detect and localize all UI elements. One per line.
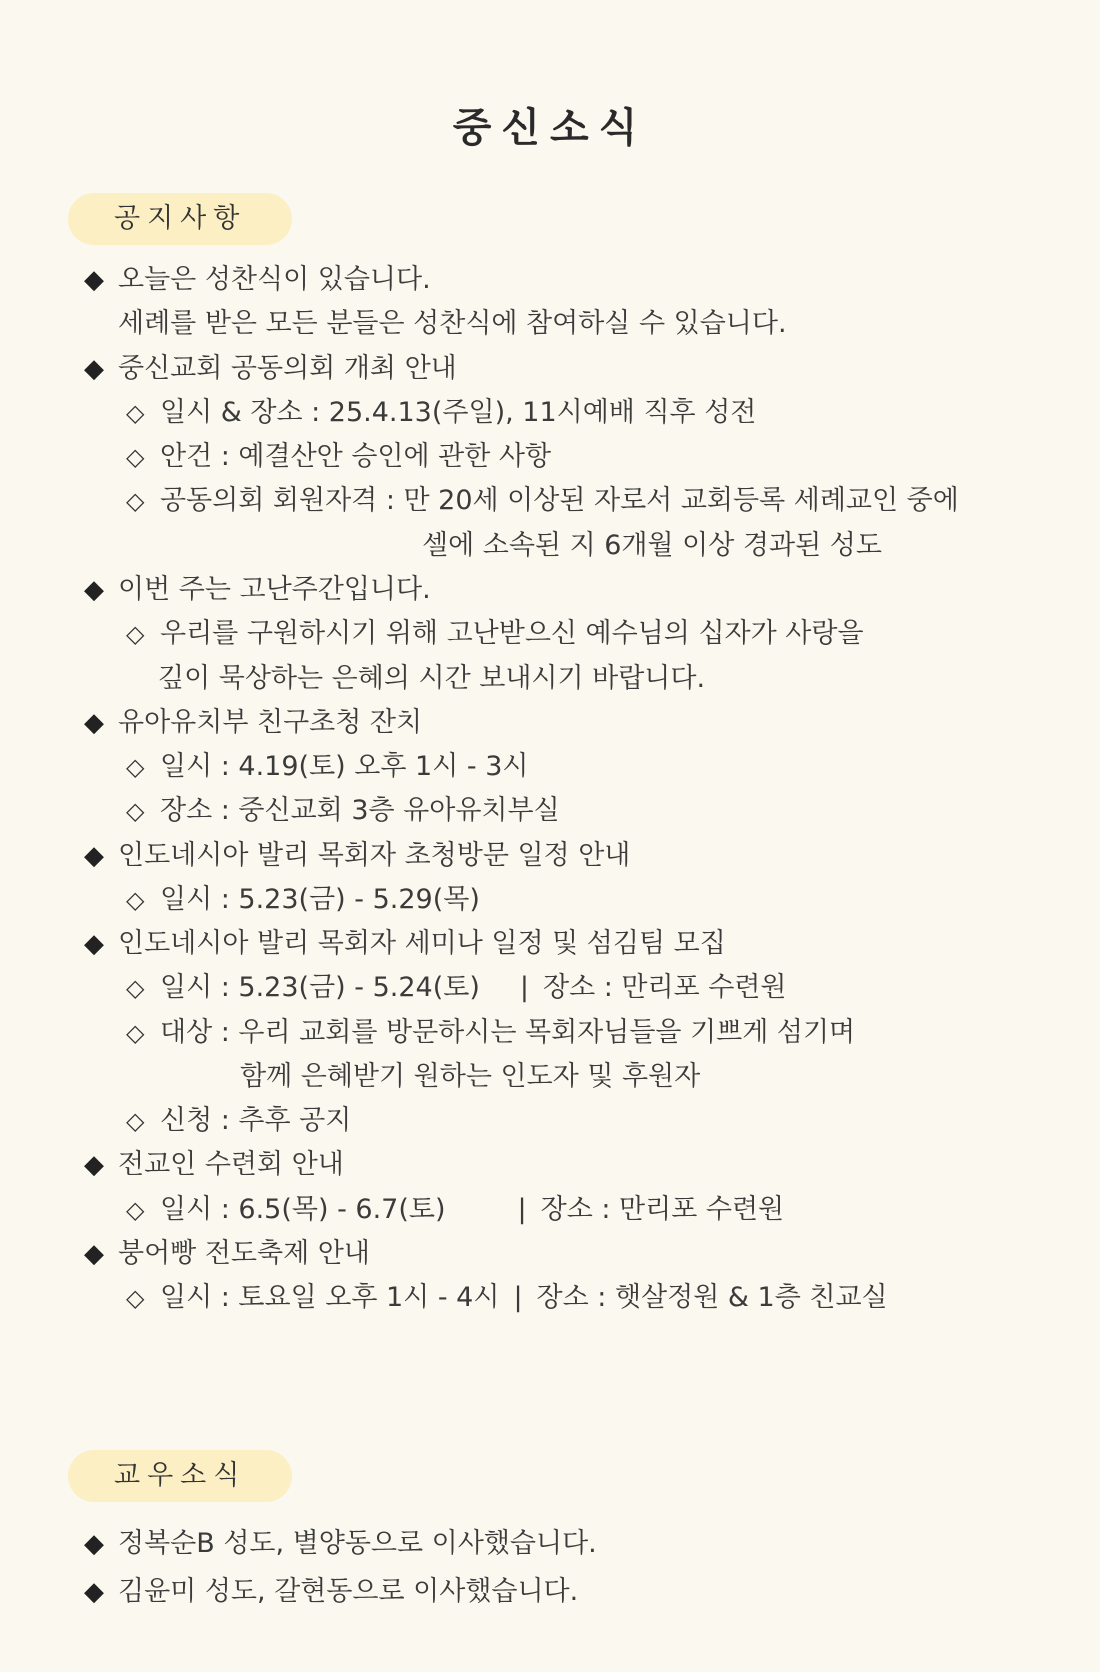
hollow-diamond-icon: ◇ <box>126 753 145 781</box>
member-news-item: ◆ 정복순B 성도, 별양동으로 이사했습니다. <box>84 1524 597 1564</box>
filled-diamond-icon: ◆ <box>84 708 104 738</box>
notice-item: ◆ 인도네시아 발리 목회자 세미나 일정 및 섬김팀 모집 <box>84 924 726 964</box>
notice-item: ◆ 전교인 수련회 안내 <box>84 1145 344 1185</box>
page-title: 중신소식 <box>452 105 648 151</box>
hollow-diamond-icon: ◇ <box>126 443 145 471</box>
notice-subitem: ◇ 일시 : 5.23(금) - 5.24(토) | 장소 : 만리포 수련원 <box>126 968 786 1008</box>
hollow-diamond-icon: ◇ <box>126 620 145 648</box>
filled-diamond-icon: ◆ <box>84 265 104 295</box>
filled-diamond-icon: ◆ <box>84 1239 104 1269</box>
hollow-diamond-icon: ◇ <box>126 974 145 1002</box>
filled-diamond-icon: ◆ <box>84 1150 104 1180</box>
notice-item: ◆ 인도네시아 발리 목회자 초청방문 일정 안내 <box>84 836 630 876</box>
notice-subitem: ◇ 일시 : 토요일 오후 1시 - 4시 | 장소 : 햇살정원 & 1층 친교실 <box>126 1278 888 1318</box>
filled-diamond-icon: ◆ <box>84 354 104 384</box>
hollow-diamond-icon: ◇ <box>126 886 145 914</box>
filled-diamond-icon: ◆ <box>84 575 104 605</box>
filled-diamond-icon: ◆ <box>84 1529 104 1559</box>
notice-subitem: ◇ 공동의회 회원자격 : 만 20세 이상된 자로서 교회등록 세례교인 중에 <box>126 481 959 521</box>
hollow-diamond-icon: ◇ <box>126 399 145 427</box>
notice-subitem-continuation: 함께 은혜받기 원하는 인도자 및 후원자 <box>240 1061 701 1092</box>
notice-subitem: ◇ 우리를 구원하시기 위해 고난받으신 예수님의 십자가 사랑을 <box>126 614 864 654</box>
hollow-diamond-icon: ◇ <box>126 1019 145 1047</box>
notice-subitem-continuation: 깊이 묵상하는 은혜의 시간 보내시기 바랍니다. <box>158 663 706 694</box>
notice-item: ◆ 유아유치부 친구초청 잔치 <box>84 703 422 743</box>
notice-item-continuation: 세례를 받은 모든 분들은 성찬식에 참여하실 수 있습니다. <box>118 308 787 339</box>
hollow-diamond-icon: ◇ <box>126 1196 145 1224</box>
notice-subitem: ◇ 장소 : 중신교회 3층 유아유치부실 <box>126 791 560 831</box>
notice-subitem-continuation: 셀에 소속된 지 6개월 이상 경과된 성도 <box>422 530 882 561</box>
notice-subitem: ◇ 일시 : 5.23(금) - 5.29(목) <box>126 880 480 920</box>
member-news-item: ◆ 김윤미 성도, 갈현동으로 이사했습니다. <box>84 1572 578 1612</box>
notice-item: ◆ 붕어빵 전도축제 안내 <box>84 1234 370 1274</box>
notice-subitem: ◇ 신청 : 추후 공지 <box>126 1101 351 1141</box>
separator: | <box>513 1282 523 1313</box>
hollow-diamond-icon: ◇ <box>126 1284 145 1312</box>
filled-diamond-icon: ◆ <box>84 1577 104 1607</box>
notice-item: ◆ 오늘은 성찬식이 있습니다. <box>84 260 431 300</box>
hollow-diamond-icon: ◇ <box>126 1107 145 1135</box>
notice-subitem: ◇ 안건 : 예결산안 승인에 관한 사항 <box>126 437 551 477</box>
separator: | <box>517 1194 527 1225</box>
hollow-diamond-icon: ◇ <box>126 797 145 825</box>
notices-heading: 공지사항 <box>68 193 292 245</box>
notice-item: ◆ 이번 주는 고난주간입니다. <box>84 570 431 610</box>
notice-subitem: ◇ 일시 & 장소 : 25.4.13(주일), 11시예배 직후 성전 <box>126 393 756 433</box>
hollow-diamond-icon: ◇ <box>126 487 145 515</box>
notice-item: ◆ 중신교회 공동의회 개최 안내 <box>84 349 457 389</box>
separator: | <box>519 972 529 1003</box>
notice-subitem: ◇ 일시 : 4.19(토) 오후 1시 - 3시 <box>126 747 528 787</box>
notice-subitem: ◇ 대상 : 우리 교회를 방문하시는 목회자님들을 기쁘게 섬기며 <box>126 1013 855 1053</box>
notice-subitem: ◇ 일시 : 6.5(목) - 6.7(토) | 장소 : 만리포 수련원 <box>126 1190 784 1230</box>
members-heading: 교우소식 <box>68 1450 292 1502</box>
filled-diamond-icon: ◆ <box>84 929 104 959</box>
filled-diamond-icon: ◆ <box>84 841 104 871</box>
